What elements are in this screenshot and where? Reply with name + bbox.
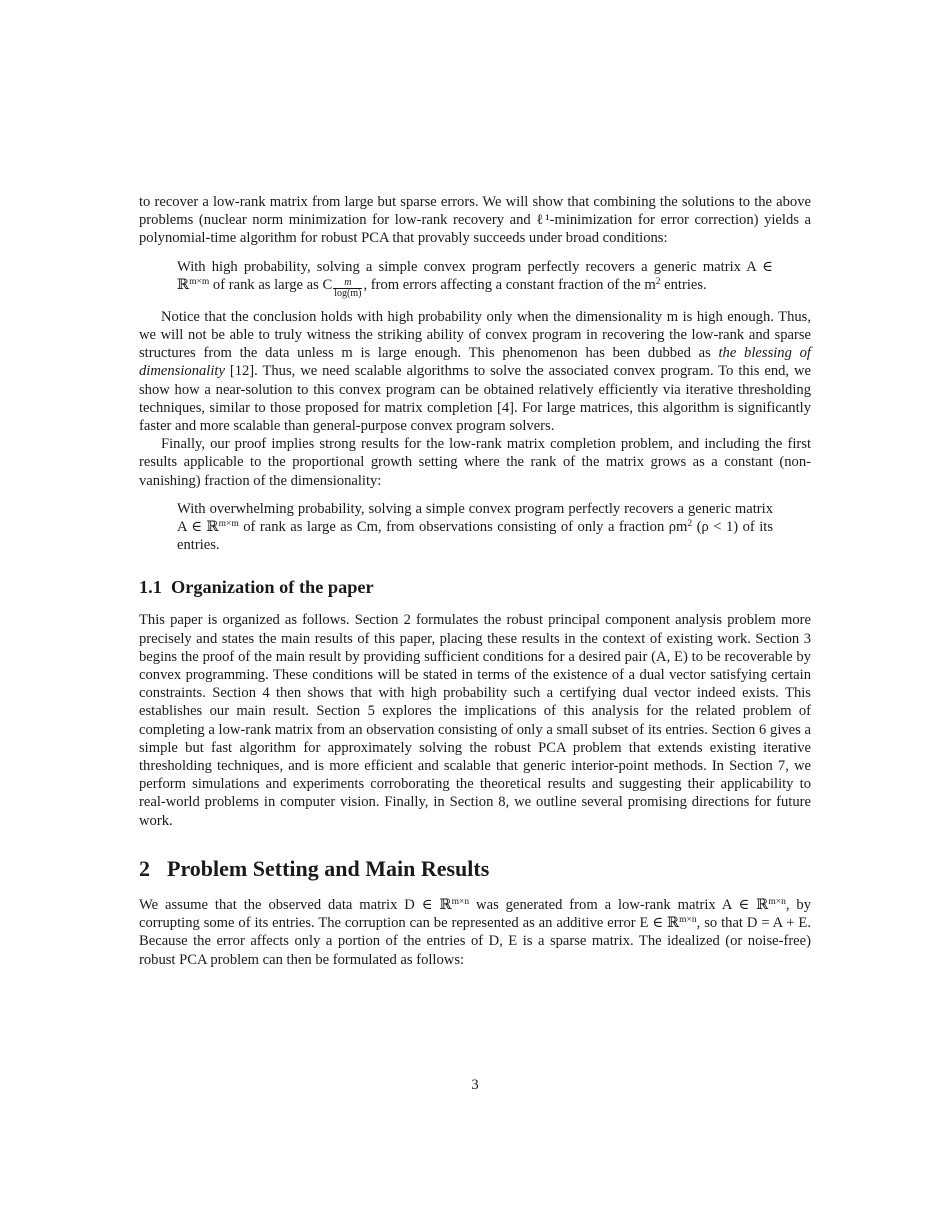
fraction-m-over-log-m: $\frac{m}{\log(m)}$ [334, 276, 362, 299]
claim-robust-pca: With high probability, solving a simple convex program perfectly recovers a generic matrix A ∈ ℝ$^{m\times m}$ of rank as large as C $\frac{m}{\log(m)}$ , from errors affecting a constant fraction of the $m^2$ entries. [177, 258, 773, 299]
paragraph-organization: This paper is organized as follows. Section 2 formulates the robust principal component analysis problem more precisely and states the main results of this paper, placing these results in the context of existing work. Section 3 begins the proof of the main result by providing sufficient conditions for a desired pair (A, E) to be recoverable by convex programming. These conditions will be stated in terms of the existence of a dual vector satisfying certain constraints. Section 4 then shows that with high probability such a certifying dual vector indeed exists. This establishes our main result. Section 5 explores the implications of this analysis for the related problem of completing a low-rank matrix from an observation consisting of only a small subset of its entries. Section 6 gives a simple but fast algorithm for approximately solving the robust PCA problem that extends existing iterative thresholding techniques, and is more efficient and scalable that generic interior-point methods. In Section 7, we perform simulations and experiments corroborating the theoretical results and suggesting their applicability to real-world problems in computer vision. Finally, in Section 8, we outline several promising directions for future work. [139, 612, 811, 829]
claim-matrix-completion: With overwhelming probability, solving a simple convex program perfectly recovers a generic matrix A ∈ ℝ$^{m\times m}$ of rank as large as Cm, from observations consisting of only a fraction $\rho m^2$ (ρ < 1) of its entries. [177, 500, 773, 554]
paragraph-problem-setting: We assume that the observed data matrix D ∈ ℝ$^{m\times n}$ was generated from a low-rank matrix A ∈ ℝ$^{m\times n}$, by corrupting some of its entries. The corruption can be represented as an additive error E ∈ ℝ$^{m\times n}$, so that D = A + E. Because the error affects only a portion of the entries of D, E is a sparse matrix. The idealized (or noise-free) robust PCA problem can then be formulated as follows: [139, 896, 811, 968]
paragraph-completion: Finally, our proof implies strong results for the low-rank matrix completion problem, and including the first results applicable to the proportional growth setting where the rank of the matrix grows as a constant (non-vanishing) fraction of the dimensionality: [139, 436, 811, 489]
paragraph-dimensionality: Notice that the conclusion holds with high probability only when the dimensionality m is high enough. Thus, we will not be able to truly witness the striking ability of convex program in recovering the low-rank and sparse structures from the data unless m is large enough. This phenomenon has been dubbed as the blessing of dimensionality [12]. Thus, we need scalable algorithms to solve the associated convex program. To this end, we show how a near-solution to this convex program can be obtained relatively efficiently via iterative thresholding techniques, similar to those proposed for matrix completion [4]. For large matrices, this algorithm is significantly faster and more scalable than general-purpose convex program solvers. [139, 308, 811, 435]
page-number: 3 [471, 1077, 479, 1093]
paragraph-intro: to recover a low-rank matrix from large but sparse errors. We will show that combining the solutions to the above problems (nuclear norm minimization for low-rank recovery and ℓ¹-minimization for error correction) yields a polynomial-time algorithm for robust PCA that provably succeeds under broad conditions: [139, 194, 811, 247]
paper-body [139, 193, 811, 969]
emphasis-blessing: the blessing of dimensionality [139, 345, 811, 380]
subsection-heading: 1.1 Organization of the paper [139, 577, 374, 598]
section-heading: 2 Problem Setting and Main Results [139, 855, 490, 881]
